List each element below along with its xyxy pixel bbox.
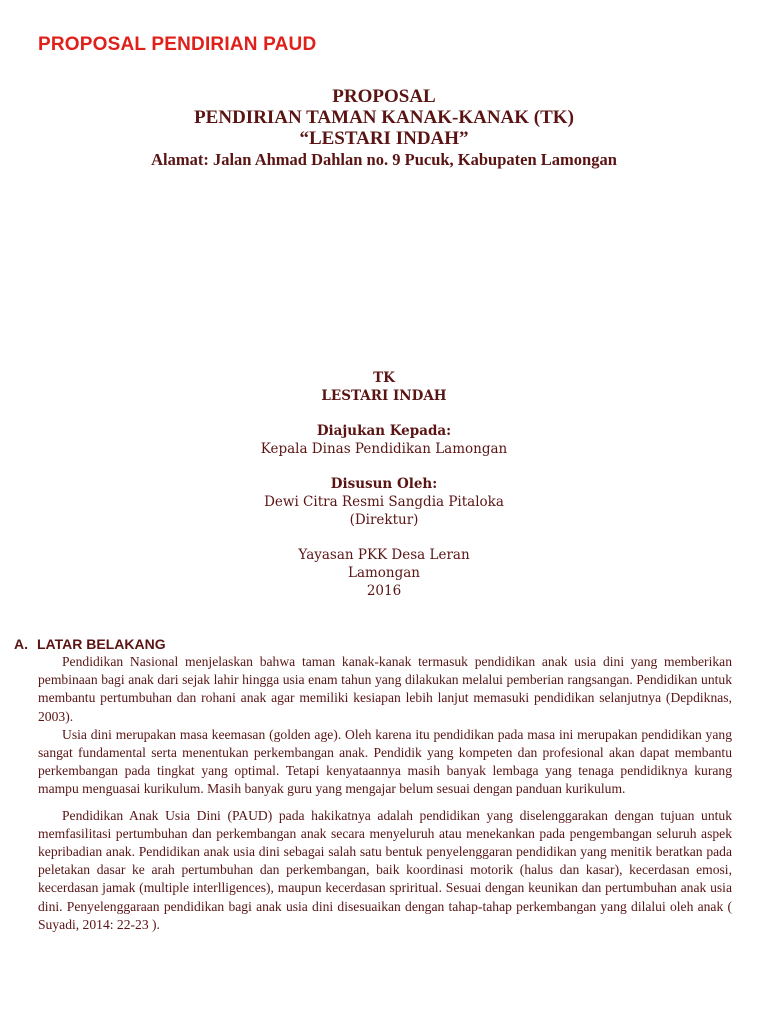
section-title: LATAR BELAKANG — [37, 636, 166, 652]
title-block — [0, 86, 768, 170]
title-subject: PENDIRIAN TAMAN KANAK-KANAK (TK) — [194, 107, 574, 128]
submitted-to-label: Diajukan Kepada: — [316, 423, 452, 439]
document-header: PROPOSAL PENDIRIAN PAUD — [38, 34, 317, 55]
paragraph-1: Pendidikan Nasional menjelaskan bahwa taman kanak-kanak termasuk pendidikan anak usia dini yang memberikan pembinaan bagi anak dari sejak lahir hingga usia enam tahun yang dilakukan melalui pemberian rangsangan. Pendidikan untuk membantu pertumbuhan dan rohani anak agar memiliki kesiapan lebih lanjut memasuki pendidikan selanjutnya (Depdiknas, 2003). — [38, 654, 732, 724]
submitted-to: Kepala Dinas Pendidikan Lamongan — [260, 441, 508, 457]
section-heading — [14, 635, 732, 653]
school-type: TK — [373, 370, 395, 386]
school-address: Alamat: Jalan Ahmad Dahlan no. 9 Pucuk, Kabupaten Lamongan — [151, 150, 617, 169]
section-letter: A. — [14, 636, 28, 652]
section-background — [14, 635, 732, 934]
cover-info — [0, 369, 768, 600]
author-role: (Direktur) — [349, 512, 419, 528]
author-name: Dewi Citra Resmi Sangdia Pitaloka — [264, 494, 504, 510]
compiled-by-label: Disusun Oleh: — [330, 476, 438, 492]
title-school-name: “LESTARI INDAH” — [299, 128, 469, 149]
title-proposal: PROPOSAL — [332, 86, 436, 107]
school-name: LESTARI INDAH — [321, 388, 447, 404]
city: Lamongan — [347, 565, 421, 581]
paragraph-3: Pendidikan Anak Usia Dini (PAUD) pada hakikatnya adalah pendidikan yang diselenggarakan dengan tujuan untuk memfasilitasi pertumbuhan dan perkembangan anak secara menyeluruh atau menekankan pada pengembangan seluruh aspek kepribadian anak. Pendidikan anak usia dini sebagai salah satu bentuk penyelenggaran pendidikan yang menitik beratkan pada peletakan dasar ke arah pertumbuhan dan perkembangan, baik koordinasi motorik (halus dan kasar), kecerdasan emosi, kecerdasan jamak (multiple interlligences), maupun kecerdasan spriritual. Sesuai dengan keunikan dan pertumbuhan anak usia dini. Penyelenggaraan pendidikan bagi anak usia dini disesuaikan dengan tahap-tahap perkembangan yang dilalui oleh anak ( Suyadi, 2014: 22-23 ). — [38, 807, 732, 932]
foundation-name: Yayasan PKK Desa Leran — [298, 547, 470, 563]
year: 2016 — [366, 583, 402, 599]
paragraph-2: Usia dini merupakan masa keemasan (golden age). Oleh karena itu pendidikan pada masa ini merupakan pendidikan yang sangat fundamental serta menentukan perkembangan anak. Pendidik yang kompeten dan profesional akan dapat membantu perkembangan pada tingkat yang optimal. Tetapi kenyataannya masih banyak lembaga yang tenaga pendidiknya kurang mampu menguasai kurikulum. Masih banyak guru yang mengajar belum sesuai dengan panduan kurikulum. — [38, 726, 732, 797]
